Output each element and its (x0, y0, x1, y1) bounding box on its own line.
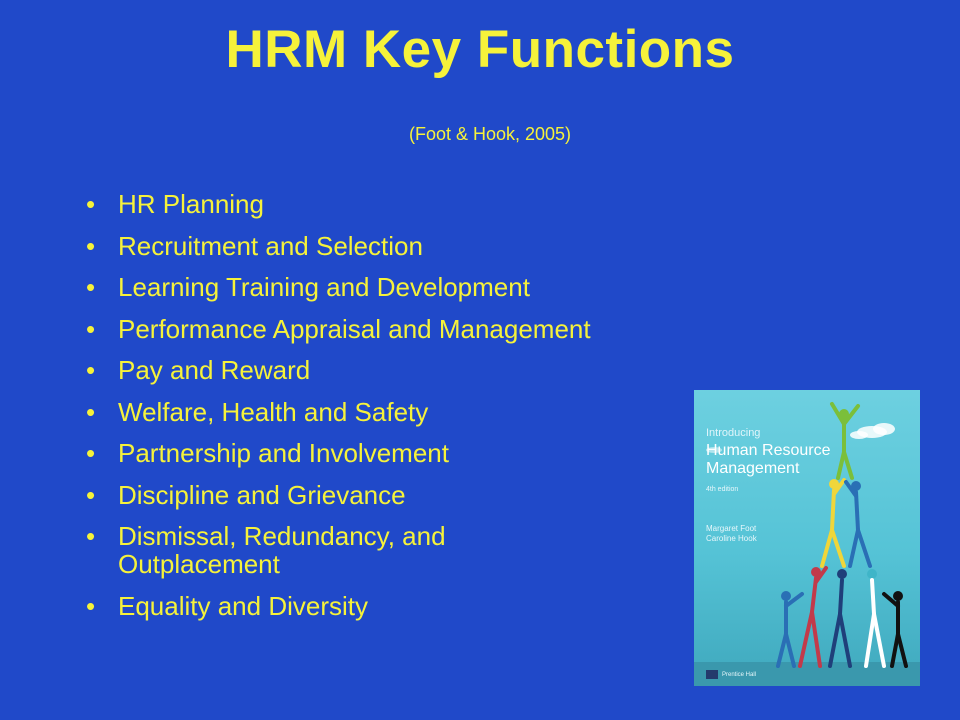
bullet-text: Performance Appraisal and Management (118, 313, 591, 344)
bullet-text: HR Planning (118, 189, 264, 219)
bullet-item (86, 315, 726, 343)
bullet-item (86, 398, 726, 426)
book-edition: 4th edition (706, 486, 739, 493)
bullet-dot: • (86, 272, 96, 302)
bullet-item (86, 481, 726, 509)
bullet-dot: • (86, 396, 96, 427)
book-title-line-3: Management (706, 460, 800, 477)
bullet-text: Partnership and Involvement (118, 438, 449, 468)
bullet-dot: • (86, 590, 96, 621)
bullet-dot: • (86, 438, 96, 468)
slide-subtitle: (Foot & Hook, 2005) (408, 124, 572, 144)
bullet-item (86, 522, 538, 578)
bullet-item (86, 190, 726, 218)
bullet-text: Learning Training and Development (118, 272, 530, 302)
slide-title: HRM Key Functions (225, 20, 735, 79)
bullet-item (86, 273, 726, 301)
bullet-item (86, 592, 726, 620)
bullet-text: Equality and Diversity (118, 590, 368, 621)
bullet-item (86, 439, 726, 467)
book-cover-image (694, 390, 920, 686)
book-title-line-2: Human Resource (706, 442, 831, 459)
bullet-list (86, 190, 726, 633)
bullet-text: Welfare, Health and Safety (118, 396, 429, 427)
bullet-dot: • (86, 355, 96, 385)
book-publisher: Prentice Hall (722, 672, 757, 678)
bullet-dot: • (86, 313, 96, 344)
bullet-dot: • (86, 189, 96, 219)
bullet-text: Recruitment and Selection (118, 230, 423, 261)
bullet-item (86, 232, 726, 260)
book-title-line-1: Introducing (706, 427, 761, 439)
bullet-dot: • (86, 479, 96, 510)
bullet-text: Dismissal, Redundancy, and Outplacement (118, 521, 446, 579)
bullet-text: Discipline and Grievance (118, 479, 406, 510)
bullet-item (86, 356, 726, 384)
publisher-logo (706, 670, 718, 679)
book-authors: Margaret Foot Caroline Hook (706, 524, 757, 543)
bullet-dot: • (86, 230, 96, 261)
bullet-text: Pay and Reward (118, 355, 311, 385)
bullet-dot: • (86, 521, 96, 551)
